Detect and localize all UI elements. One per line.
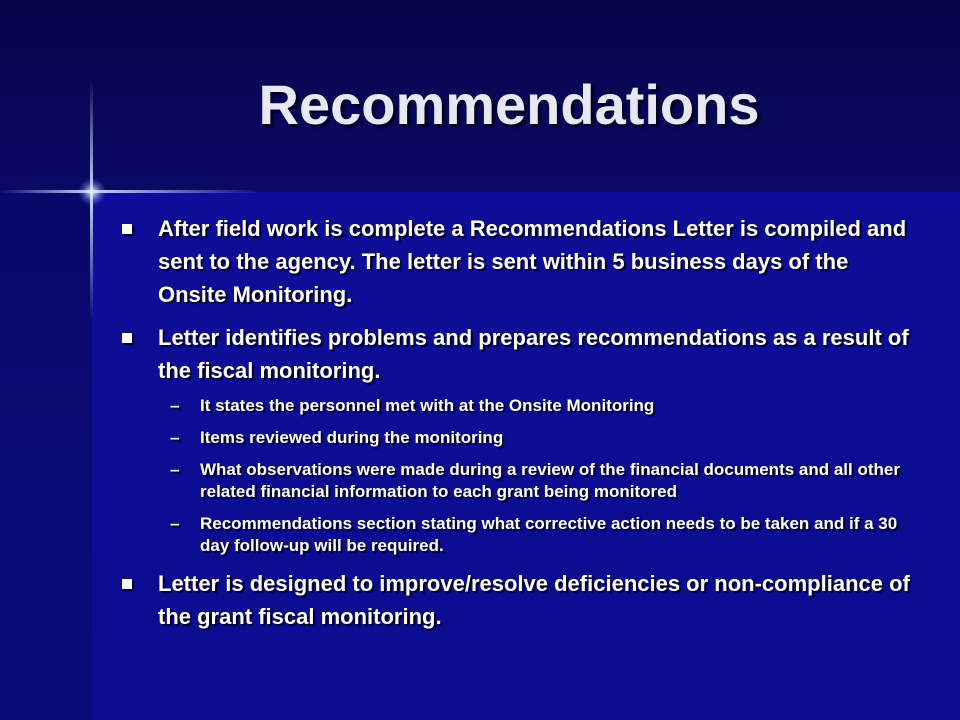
dash-marker: – — [170, 396, 180, 415]
sub-bullet-item — [120, 395, 910, 417]
bullet-text: After field work is complete a Recommendations Letter is compiled and sent to the agency. The letter is sent within 5 business days of the Onsite Monitoring. — [158, 216, 907, 307]
dash-marker: – — [170, 428, 180, 447]
square-bullet-icon — [122, 333, 132, 343]
square-bullet-icon — [122, 224, 132, 234]
slide-content — [120, 212, 910, 643]
light-flare-glow — [78, 178, 106, 206]
bullet-text: Letter is designed to improve/resolve deficiencies or non-compliance of the grant fiscal monitoring. — [158, 571, 910, 629]
dash-marker: – — [170, 460, 180, 479]
sub-bullet-text: Items reviewed during the monitoring — [200, 428, 504, 447]
sub-bullet-text: What observations were made during a review of the financial documents and all other related financial information to each grant being monitored — [200, 460, 900, 501]
sub-bullet-text: It states the personnel met with at the Onsite Monitoring — [200, 396, 655, 415]
bullet-item — [120, 567, 910, 633]
slide-title: Recommendations — [258, 73, 760, 136]
bullet-item — [120, 212, 910, 311]
sub-bullet-list — [120, 395, 910, 557]
square-bullet-icon — [122, 579, 132, 589]
sub-bullet-text: Recommendations section stating what corrective action needs to be taken and if a 30 day follow-up will be required. — [200, 514, 898, 555]
bullet-text: Letter identifies problems and prepares recommendations as a result of the fiscal monitoring. — [158, 325, 909, 383]
sub-bullet-item — [120, 427, 910, 449]
sub-bullet-item — [120, 459, 910, 503]
bullet-item — [120, 321, 910, 387]
sub-bullet-item — [120, 513, 910, 557]
light-flare-horizontal — [0, 190, 260, 193]
dash-marker: – — [170, 514, 180, 533]
background-left-panel — [0, 192, 92, 720]
